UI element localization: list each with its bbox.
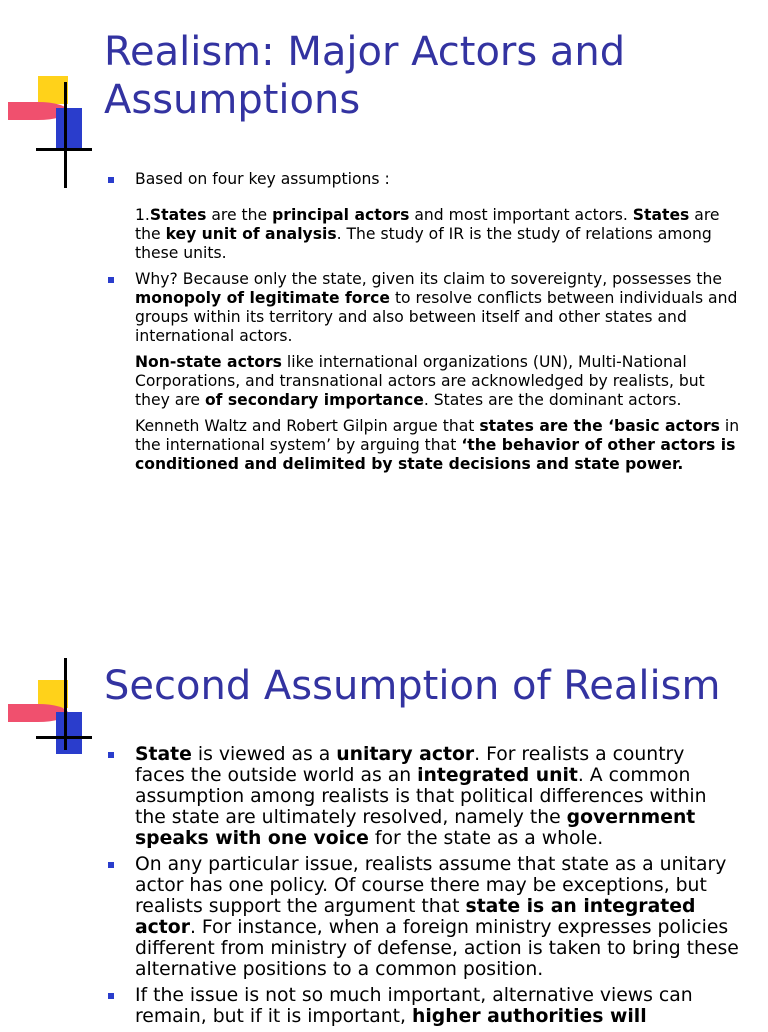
bold-text: States [149, 206, 207, 224]
bold-text: unitary actor [336, 744, 475, 765]
bullet-item [104, 170, 740, 189]
body-text: Why? Because only the state, given its claim to sovereignty, possesses the [135, 270, 722, 288]
body-text: for the state as a whole. [368, 828, 604, 849]
bold-text: monopoly of legitimate force [135, 289, 390, 307]
body-text: are the [206, 206, 273, 224]
bold-text: of secondary importance [204, 391, 424, 409]
body-text: . A common assumption among realists is that political differences within the state are ultimately resolved, namely the [135, 765, 707, 828]
bold-text: key unit of analysis [165, 225, 337, 243]
bold-text: principal actors [272, 206, 410, 224]
text-item [104, 206, 740, 263]
body-text: Kenneth Waltz and Robert Gilpin argue that [135, 417, 480, 435]
bold-text: ‘the behavior of other actors is conditioned and delimited by state decisions and state power. [135, 436, 736, 473]
body-text: On any particular issue, realists assume that state as a unitary actor has one policy. Of course there may be exceptions, but realists support the argument that [135, 854, 727, 917]
body-text: is viewed as a [191, 744, 337, 765]
body-text: like international organizations (UN), Multi-National Corporations, and transnational actors are acknowledged by realists, but they are [135, 353, 705, 409]
bold-text: State [135, 744, 192, 765]
bullet-item [104, 854, 740, 980]
body-text: . The study of IR is the study of relations among these units. [135, 225, 712, 262]
bullet-item [104, 270, 740, 346]
bold-text: states are the ‘basic actors [479, 417, 720, 435]
slide-1-body [104, 170, 740, 481]
slide-2 [0, 640, 768, 1027]
bullet-item [104, 744, 740, 849]
text-item [104, 353, 740, 410]
text-item [104, 417, 740, 474]
bold-text: States [632, 206, 690, 224]
bullet-icon [108, 862, 114, 868]
slide-2-title: Second Assumption of Realism [104, 663, 721, 709]
body-text: and most important actors. [409, 206, 633, 224]
bold-text: government speaks with one voice [135, 807, 696, 849]
decorative-squares-icon [8, 18, 104, 148]
bullet-icon [108, 177, 114, 183]
body-text: in the international system’ by arguing that [135, 417, 740, 454]
bullet-icon [108, 277, 114, 283]
bullet-icon [108, 752, 114, 758]
bullet-item [104, 985, 740, 1027]
slide-1-title: Realism: Major Actors and Assumptions [104, 29, 626, 123]
bold-text: state is an integrated actor [135, 896, 696, 938]
bold-text: higher authorities will [411, 1006, 647, 1027]
body-text: . For realists a country faces the outside world as an [135, 744, 685, 786]
body-text: If the issue is not so much important, alternative views can remain, but if it is important, [135, 985, 693, 1027]
body-text: 1. [135, 206, 150, 224]
slide-2-body [104, 744, 740, 1032]
body-text: . States are the dominant actors. [423, 391, 682, 409]
decorative-squares-icon [8, 640, 104, 770]
body-text: to resolve conflicts between individuals and groups within its territory and also between itself and other states and international actors. [135, 289, 738, 345]
bullet-icon [108, 993, 114, 999]
body-text: . For instance, when a foreign ministry expresses policies different from ministry of defense, action is taken to bring these alternative positions to a common position. [135, 917, 739, 980]
bold-text: integrated unit [417, 765, 578, 786]
body-text: Based on four key assumptions : [135, 170, 390, 188]
body-text: are the [135, 206, 720, 243]
bold-text: Non-state actors [135, 353, 282, 371]
